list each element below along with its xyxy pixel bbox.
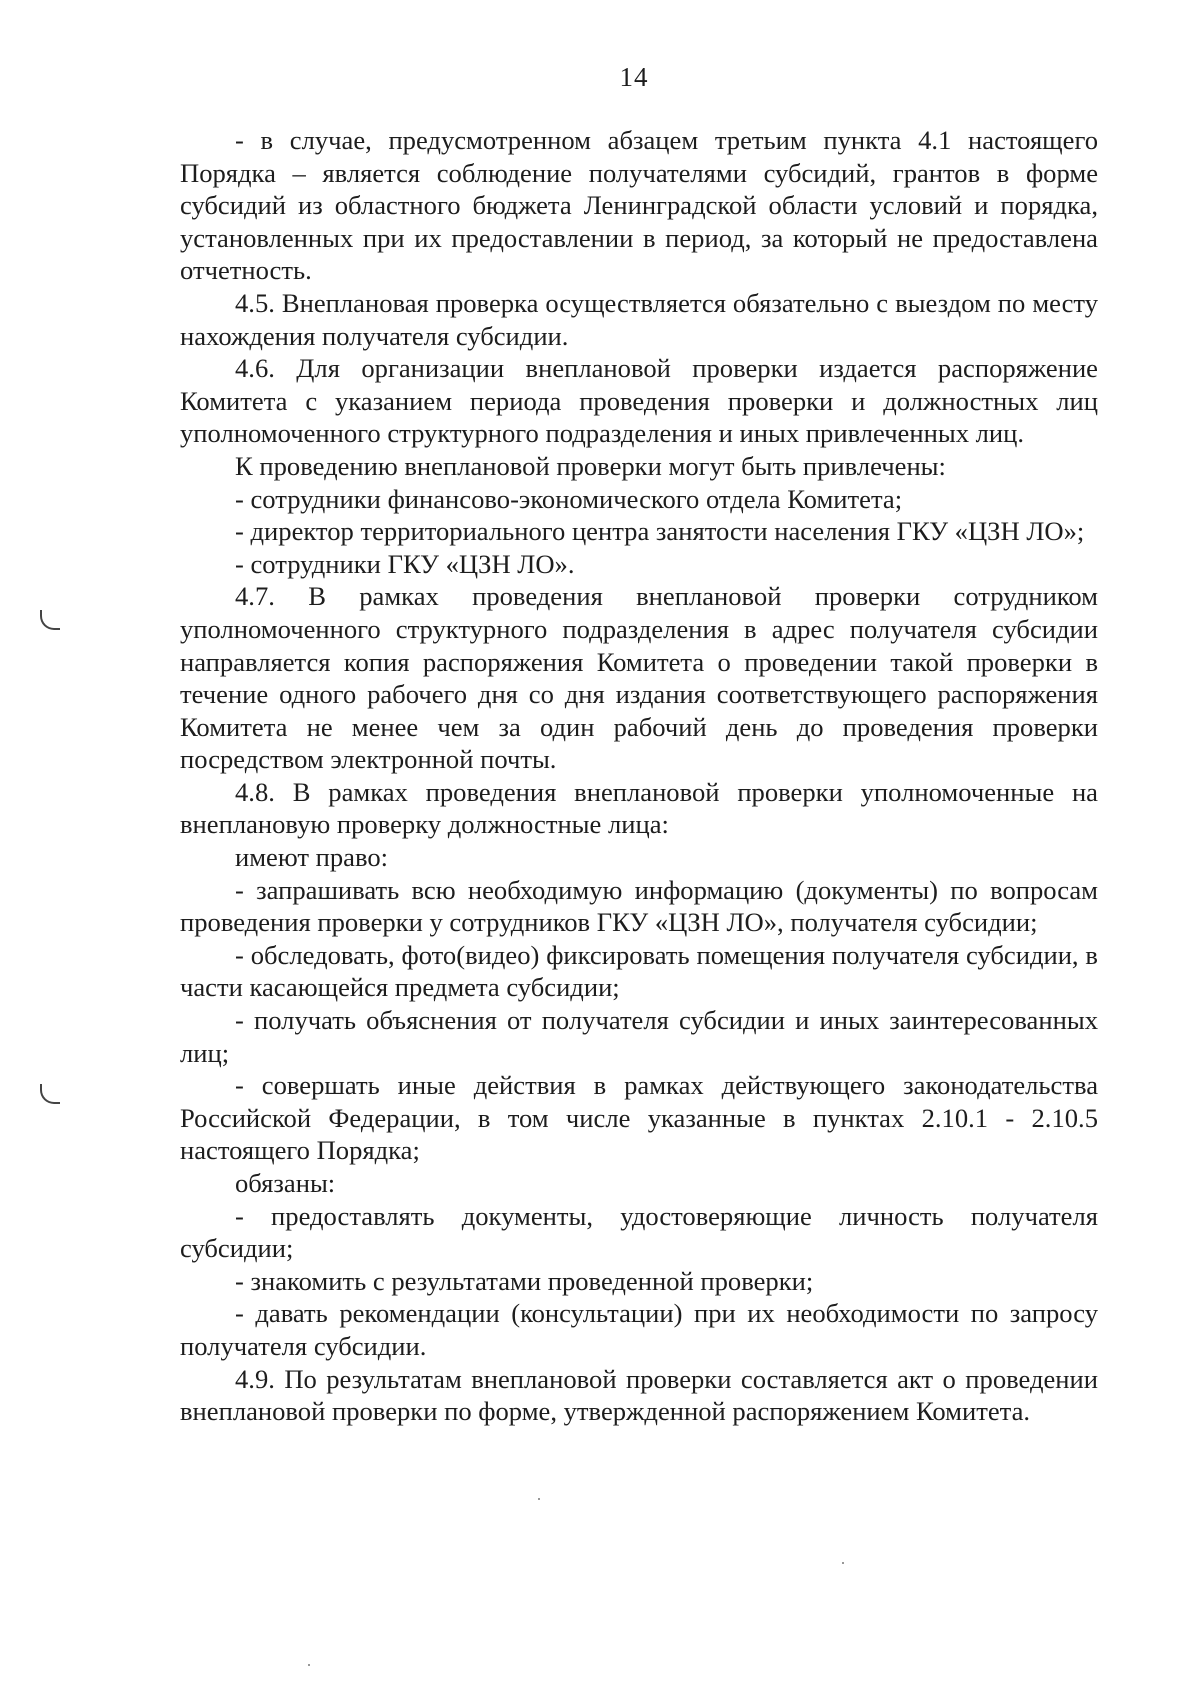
- list-item-get-explanations: - получать объяснения от получателя субсидии и иных заинтересованных лиц;: [180, 1005, 1098, 1068]
- list-item-director: - директор территориального центра занятости населения ГКУ «ЦЗН ЛО»;: [235, 516, 1085, 547]
- scan-speck: [538, 1498, 540, 1500]
- scan-speck: [308, 1664, 310, 1666]
- paragraph-4-9: 4.9. По результатам внеплановой проверки составляется акт о проведении внеплановой проверки по форме, утвержденной распоряжением Комитета.: [180, 1363, 1098, 1427]
- duties-heading: обязаны:: [235, 1168, 336, 1198]
- paragraph-subsidy-compliance: - в случае, предусмотренном абзацем третьим пункта 4.1 настоящего Порядка – является соблюдение получателями субсидий, грантов в форме субсидий из областного бюджета Ленинградской области условий и порядка, установленных при их предоставлении в период, за который не предоставлена отчетность.: [180, 125, 1098, 286]
- list-item-present-id: - предоставлять документы, удостоверяющие личность получателя субсидии;: [180, 1200, 1098, 1264]
- list-item-give-advice: - давать рекомендации (консультации) при их необходимости по запросу получателя субсидии.: [180, 1298, 1098, 1361]
- punch-hole-mark-lower: [40, 1084, 60, 1104]
- scan-speck: [842, 1562, 844, 1564]
- paragraph-4-7: 4.7. В рамках проведения внеплановой проверки сотрудником уполномоченного структурного подразделения в адрес получателя субсидии направляется копия распоряжения Комитета о проведении такой проверки в течение одного рабочего дня со дня издания соответствующего распоряжения Комитета не менее чем за один рабочий день до проведения проверки посредством электронной почты.: [180, 581, 1098, 775]
- list-item-czn-staff: - сотрудники ГКУ «ЦЗН ЛО».: [235, 548, 575, 579]
- paragraph-4-8: 4.8. В рамках проведения внеплановой проверки уполномоченные на внеплановую проверку должностные лица:: [180, 776, 1098, 840]
- list-item-other-actions: - совершать иные действия в рамках действующего законодательства Российской Федерации, в том числе указанные в пунктах 2.10.1 - 2.10.5 настоящего Порядка;: [180, 1070, 1098, 1166]
- paragraph-4-5: 4.5. Внеплановая проверка осуществляется обязательно с выездом по месту нахождения получателя субсидии.: [180, 287, 1098, 351]
- list-item-finance-staff: - сотрудники финансово-экономического отдела Комитета;: [235, 483, 903, 514]
- list-item-share-results: - знакомить с результатами проведенной проверки;: [235, 1265, 814, 1296]
- list-item-request-info: - запрашивать всю необходимую информацию (документы) по вопросам проведения проверки у сотрудников ГКУ «ЦЗН ЛО», получателя субсидии;: [180, 874, 1098, 938]
- rights-heading: имеют право:: [235, 842, 389, 873]
- punch-hole-mark-upper: [40, 610, 60, 630]
- paragraph-participants-intro: К проведению внеплановой проверки могут быть привлечены:: [235, 450, 946, 481]
- paragraph-4-6: 4.6. Для организации внеплановой проверки издается распоряжение Комитета с указанием периода проведения проверки и должностных лиц уполномоченного структурного подразделения и иных привлеченных лиц.: [180, 353, 1098, 449]
- document-body: [180, 124, 1098, 1428]
- page-number: 14: [619, 62, 649, 92]
- list-item-inspect-premises: - обследовать, фото(видео) фиксировать помещения получателя субсидии, в части касающейся предмета субсидии;: [180, 939, 1098, 1003]
